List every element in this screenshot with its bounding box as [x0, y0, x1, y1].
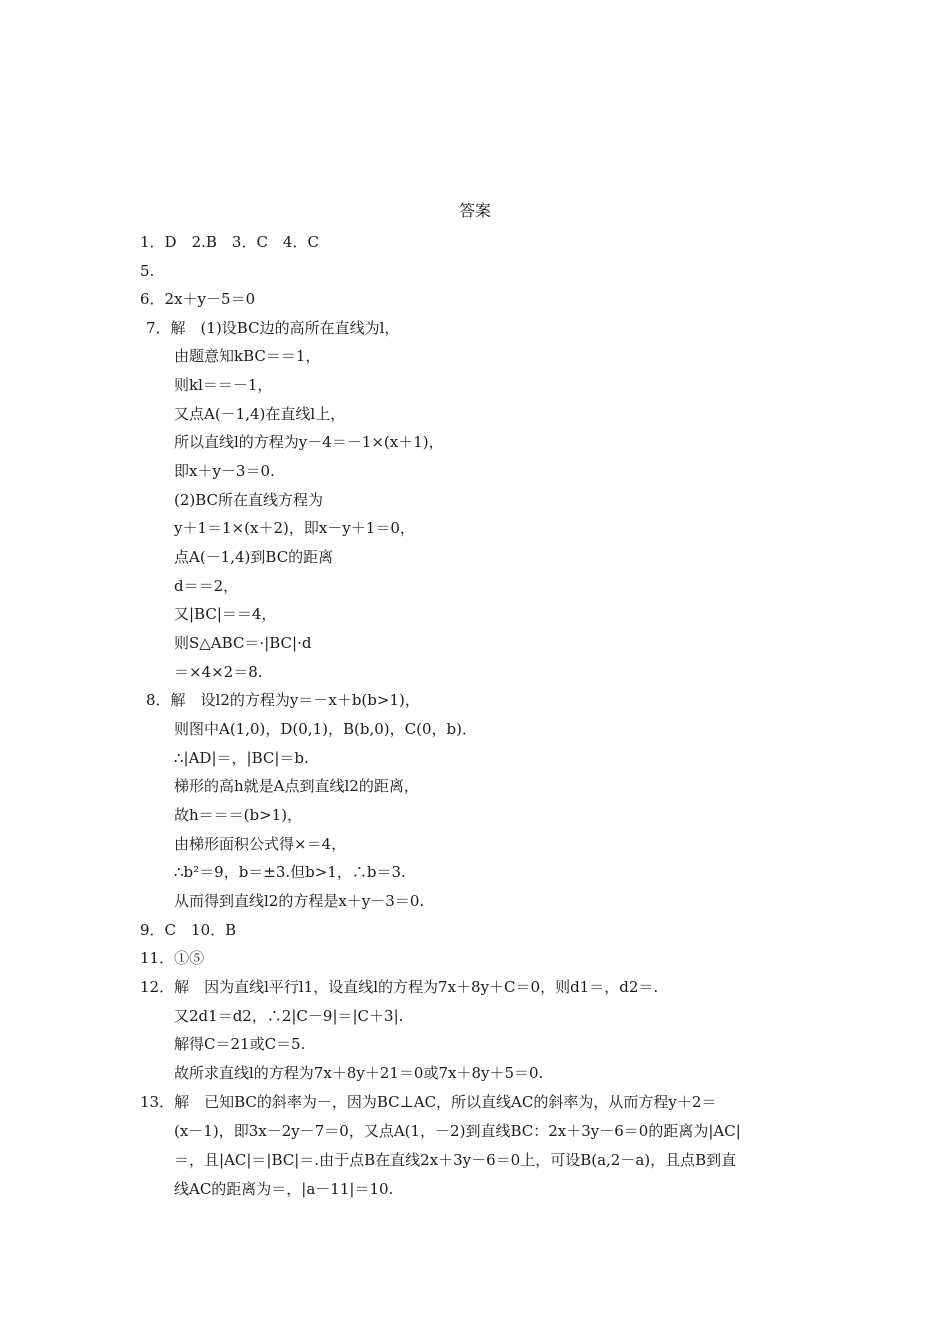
- answer-line-2: 5.: [140, 262, 155, 280]
- answer-line-26: 11．①⑤: [140, 949, 205, 967]
- answer-line-31: 13．解 已知BC的斜率为－，因为BC⊥AC，所以直线AC的斜率为，从而方程y＋2＝: [140, 1093, 717, 1111]
- answer-line-3: 6．2x＋y－5＝0: [140, 290, 256, 308]
- answer-line-11: y＋1＝1×(x＋2)，即x－y＋1＝0，: [174, 519, 415, 537]
- answer-line-30: 故所求直线l的方程为7x＋8y＋21＝0或7x＋8y＋5＝0.: [174, 1064, 544, 1082]
- answer-line-32: (x－1)，即3x－2y－7＝0，又点A(1，－2)到直线BC：2x＋3y－6＝0的距离为|AC|: [174, 1122, 741, 1140]
- page-title: 答案: [458, 201, 491, 220]
- answer-line-8: 所以直线l的方程为y－4＝－1×(x＋1)，: [174, 433, 444, 451]
- answer-line-7: 又点A(－1,4)在直线l上，: [174, 405, 346, 423]
- answer-line-20: 梯形的高h就是A点到直线l2的距离，: [174, 777, 419, 795]
- answer-line-19: ∴|AD|＝，|BC|＝b.: [174, 749, 309, 767]
- answer-line-34: 线AC的距离为＝，|a－11|＝10.: [174, 1180, 394, 1198]
- answer-line-16: ＝×4×2＝8.: [174, 663, 263, 681]
- answer-line-17: 8．解 设l2的方程为y＝－x＋b(b>1)，: [146, 691, 420, 709]
- answer-line-13: d＝＝2，: [174, 577, 239, 595]
- answer-line-21: 故h＝＝＝(b>1)，: [174, 806, 303, 824]
- answer-line-29: 解得C＝21或C＝5.: [174, 1035, 306, 1053]
- answer-line-9: 即x＋y－3＝0.: [174, 462, 275, 480]
- answer-line-12: 点A(－1,4)到BC的距离: [174, 548, 334, 566]
- answer-line-22: 由梯形面积公式得×＝4，: [174, 835, 347, 853]
- answer-line-23: ∴b²＝9，b＝±3.但b>1，∴b＝3.: [174, 863, 406, 881]
- answer-line-1: 1．D 2.B 3．C 4．C: [140, 233, 319, 251]
- answer-line-18: 则图中A(1,0)，D(0,1)，B(b,0)，C(0，b)．: [174, 720, 477, 738]
- answer-line-4: 7．解 (1)设BC边的高所在直线为l，: [146, 319, 400, 337]
- answer-line-24: 从而得到直线l2的方程是x＋y－3＝0.: [174, 892, 425, 910]
- answer-line-27: 12．解 因为直线l平行l1，设直线l的方程为7x＋8y＋C＝0，则d1＝，d2＝.: [140, 978, 659, 996]
- answer-line-28: 又2d1＝d2，∴2|C－9|＝|C＋3|.: [174, 1007, 404, 1025]
- answer-line-15: 则S△ABC＝·|BC|·d: [174, 634, 312, 652]
- answer-line-14: 又|BC|＝＝4，: [174, 605, 277, 623]
- answer-line-10: (2)BC所在直线方程为: [174, 491, 324, 509]
- answer-line-6: 则kl＝＝－1，: [174, 376, 273, 394]
- answer-line-25: 9．C 10．B: [140, 921, 237, 939]
- answer-line-33: ＝，且|AC|＝|BC|＝.由于点B在直线2x＋3y－6＝0上，可设B(a,2－a)，且点B到直: [174, 1151, 737, 1169]
- answer-line-5: 由题意知kBC＝＝1，: [174, 347, 321, 365]
